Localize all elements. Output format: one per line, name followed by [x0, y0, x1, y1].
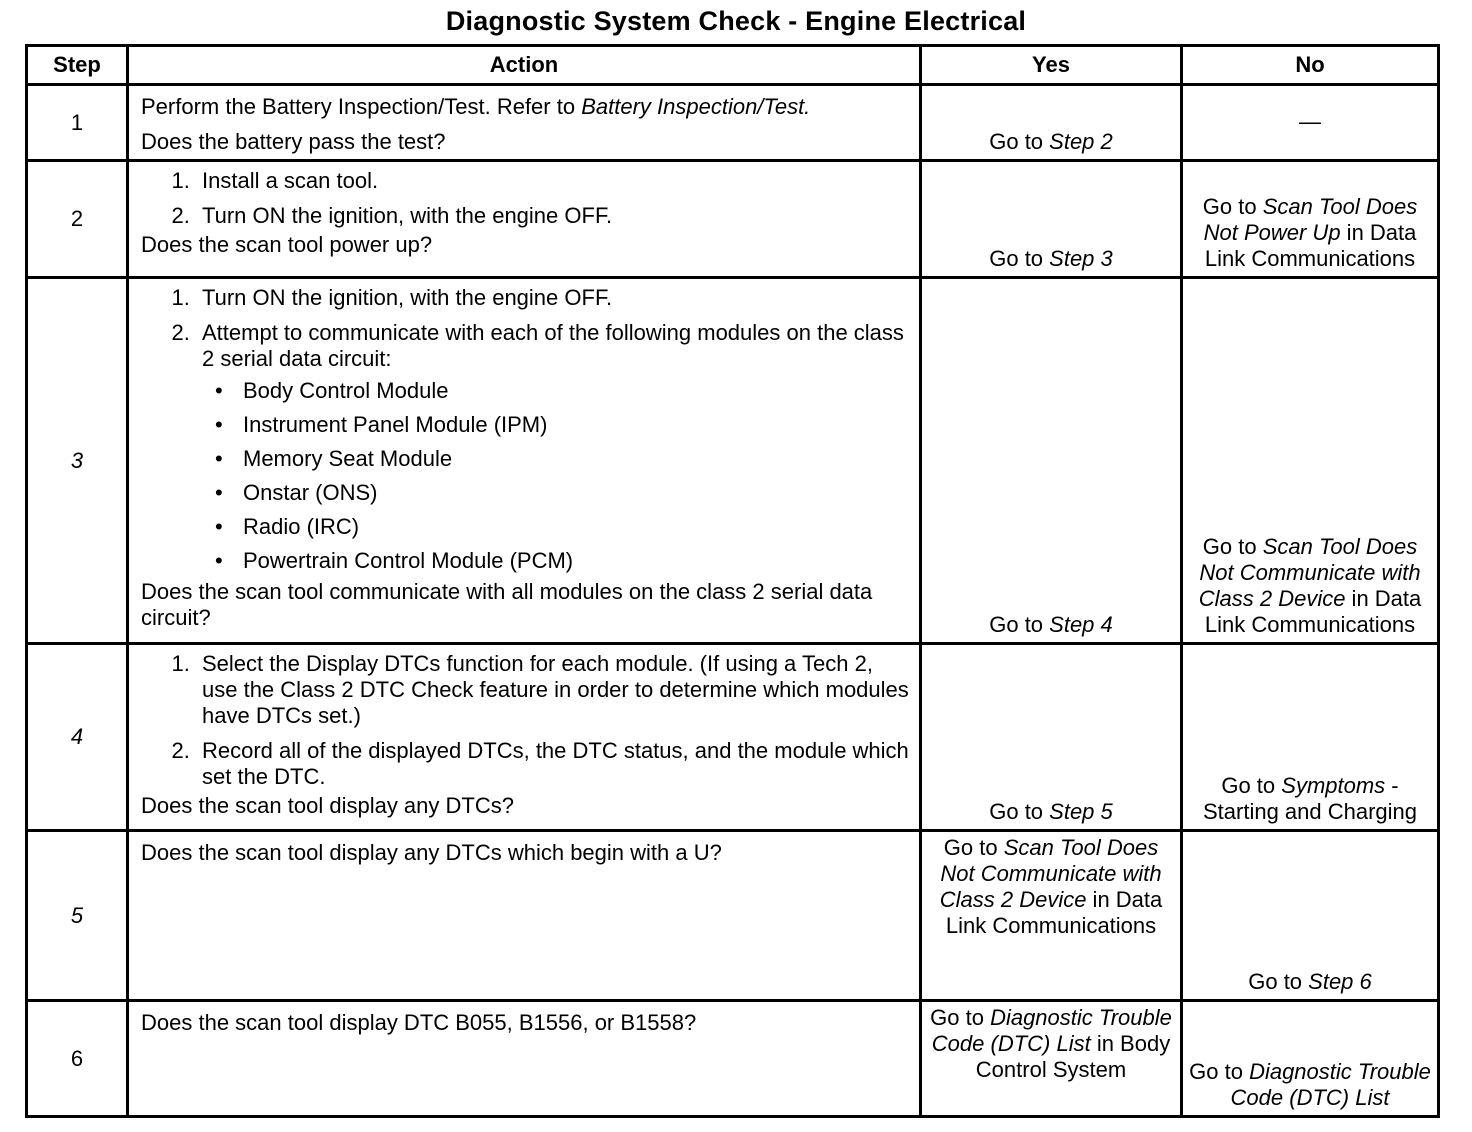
action-cell	[128, 644, 921, 831]
no-cell: Go to Scan Tool Does Not Communicate with Class 2 Device in Data Link Communications	[1182, 278, 1439, 644]
yes-reference: Step 2	[1049, 129, 1113, 154]
action-cell	[128, 161, 921, 278]
no-cell: Go to Diagnostic Trouble Code (DTC) List	[1182, 1001, 1439, 1117]
yes-reference: Step 5	[1049, 799, 1113, 824]
step-number: 2	[27, 161, 128, 278]
action-question: Does the scan tool communicate with all modules on the class 2 serial data circuit?	[141, 579, 873, 630]
yes-reference: Scan Tool Does Not Communicate with Class 2 Device	[939, 835, 1162, 912]
list-item: 2. Attempt to communicate with each of the following modules on the class 2 serial data circuit: • Body Control Module • Instrument Panel Module (IPM) • Memory Seat Module • Onstar (ONS) • Radio (IRC) • Powertrain Control Module (PCM)	[196, 320, 909, 574]
module-item: • Radio (IRC)	[237, 514, 909, 540]
no-reference: Scan Tool Does Not Communicate with Class 2 Device	[1198, 534, 1421, 611]
list-item: 1. Turn ON the ignition, with the engine OFF.	[196, 285, 909, 311]
table-row	[27, 278, 1439, 644]
action-steps	[141, 285, 909, 574]
no-cell: Go to Scan Tool Does Not Power Up in Data Link Communications	[1182, 161, 1439, 278]
no-cell: —	[1182, 85, 1439, 161]
action-cell	[128, 831, 921, 1001]
action-cell	[128, 278, 921, 644]
list-item: 1. Select the Display DTCs function for each module. (If using a Tech 2, use the Class 2 DTC Check feature in order to determine which modules have DTCs set.)	[196, 651, 909, 729]
action-cell	[128, 1001, 921, 1117]
action-question: Does the scan tool power up?	[141, 232, 433, 257]
header-no: No	[1182, 46, 1439, 85]
yes-reference: Step 4	[1049, 612, 1113, 637]
action-question: Does the scan tool display DTC B055, B1556, or B1558?	[141, 1010, 697, 1035]
module-item: • Body Control Module	[237, 378, 909, 404]
no-cell: Go to Symptoms - Starting and Charging	[1182, 644, 1439, 831]
step-number: 3	[27, 278, 128, 644]
action-question: Does the scan tool display any DTCs which begin with a U?	[141, 840, 722, 865]
list-item: 1. Install a scan tool.	[196, 168, 909, 194]
header-step: Step	[27, 46, 128, 85]
no-reference: Step 6	[1308, 969, 1372, 994]
yes-cell: Go to Scan Tool Does Not Communicate with Class 2 Device in Data Link Communications	[921, 831, 1182, 1001]
table-row	[27, 831, 1439, 1001]
table-row	[27, 1001, 1439, 1117]
list-item: 2. Record all of the displayed DTCs, the DTC status, and the module which set the DTC.	[196, 738, 909, 790]
no-reference: Diagnostic Trouble Code (DTC) List	[1230, 1059, 1431, 1110]
no-reference: Symptoms	[1281, 773, 1386, 798]
step-number: 1	[27, 85, 128, 161]
action-instruction: Perform the Battery Inspection/Test. Refer to Battery Inspection/Test.	[141, 94, 811, 119]
action-steps	[141, 168, 909, 229]
action-question: Does the scan tool display any DTCs?	[141, 793, 514, 818]
action-cell	[128, 85, 921, 161]
header-yes: Yes	[921, 46, 1182, 85]
yes-cell: Go to Diagnostic Trouble Code (DTC) List in Body Control System	[921, 1001, 1182, 1117]
action-question: Does the battery pass the test?	[141, 129, 446, 154]
action-steps	[141, 651, 909, 790]
table-row	[27, 85, 1439, 161]
reference-link: Battery Inspection/Test.	[581, 94, 811, 119]
diagnostic-table	[25, 44, 1440, 1118]
module-item: • Onstar (ONS)	[237, 480, 909, 506]
list-item: 2. Turn ON the ignition, with the engine OFF.	[196, 203, 909, 229]
yes-cell: Go to Step 4	[921, 278, 1182, 644]
module-item: • Instrument Panel Module (IPM)	[237, 412, 909, 438]
yes-reference: Step 3	[1049, 246, 1113, 271]
header-action: Action	[128, 46, 921, 85]
table-row	[27, 161, 1439, 278]
module-item: • Powertrain Control Module (PCM)	[237, 548, 909, 574]
yes-cell: Go to Step 3	[921, 161, 1182, 278]
no-reference: Scan Tool Does Not Power Up	[1203, 194, 1418, 245]
table-header-row	[27, 46, 1439, 85]
page-title: Diagnostic System Check - Engine Electrical	[445, 6, 1027, 36]
table-row	[27, 644, 1439, 831]
yes-reference: Diagnostic Trouble Code (DTC) List	[931, 1005, 1172, 1056]
step-number: 4	[27, 644, 128, 831]
yes-cell: Go to Step 5	[921, 644, 1182, 831]
step-number: 6	[27, 1001, 128, 1117]
step-number: 5	[27, 831, 128, 1001]
module-item: • Memory Seat Module	[237, 446, 909, 472]
module-list	[202, 378, 909, 574]
no-cell: Go to Step 6	[1182, 831, 1439, 1001]
yes-cell: Go to Step 2	[921, 85, 1182, 161]
